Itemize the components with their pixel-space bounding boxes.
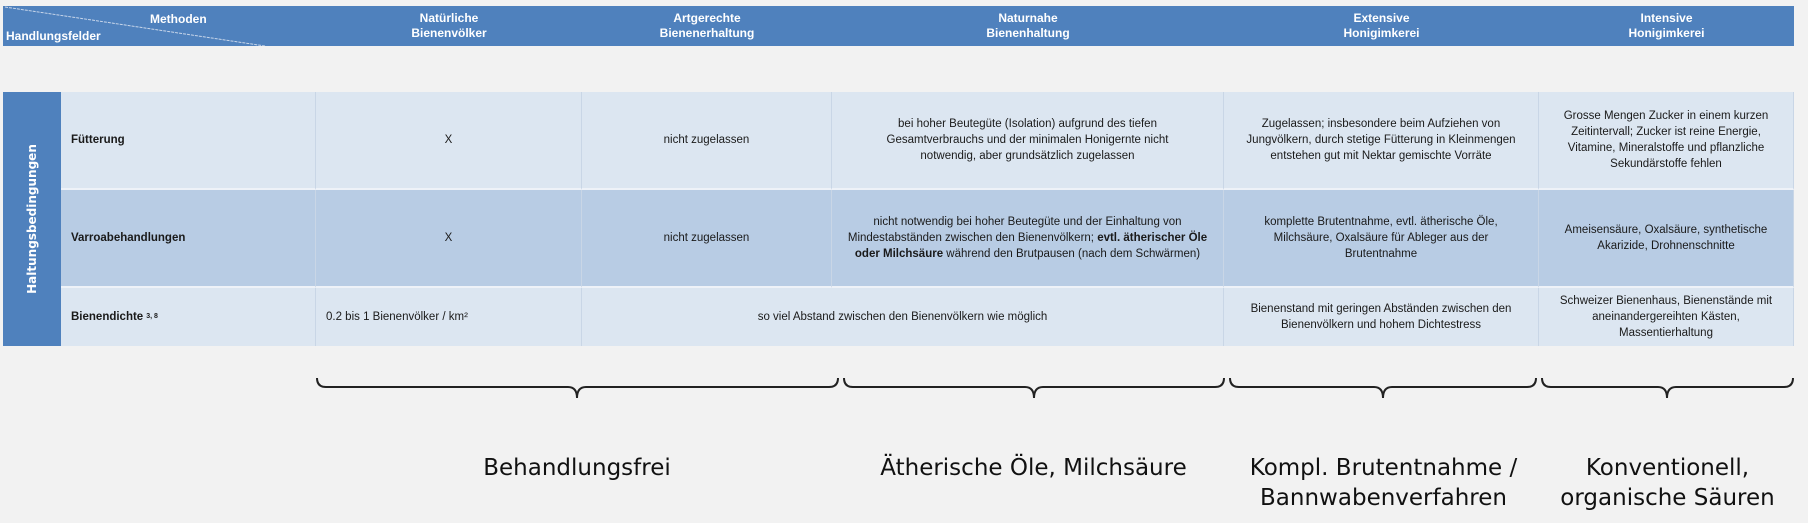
column-header-line: Honigimkerei	[1628, 26, 1705, 40]
group-label-behandlungsfrei: Behandlungsfrei	[483, 455, 671, 481]
methods-label: Methoden	[150, 12, 207, 26]
braces	[0, 370, 1808, 415]
fields-label: Handlungsfelder	[6, 29, 101, 43]
table-cell: Bienenstand mit geringen Abständen zwischen den Bienenvölkern und hohem Dichtestress	[1224, 288, 1539, 346]
table-cell: nicht zugelassen	[582, 92, 832, 190]
cell-text	[842, 214, 1213, 262]
table-cell: Ameisensäure, Oxalsäure, synthetische Akarizide, Drohnenschnitte	[1539, 190, 1794, 288]
column-header-extensive	[1224, 6, 1539, 46]
column-header-line: Bienenhaltung	[986, 26, 1070, 40]
column-header-artgerechte	[582, 6, 832, 46]
table-cell: Grosse Mengen Zucker in einem kurzen Zeitintervall; Zucker ist reine Energie, Vitamine, Mineralstoffe und pflanzliche Sekundärstoffe fehlen	[1539, 92, 1794, 190]
group-label-konventionell: Konventionell, organische Säuren	[1560, 455, 1775, 511]
footnote-ref: 3, 8	[146, 313, 158, 320]
brace-brutentnahme	[1230, 378, 1536, 398]
column-header-line: Natürliche	[419, 11, 479, 25]
table-cell: Schweizer Bienenhaus, Bienenstände mit aneinandergereihten Kästen, Massentierhaltung	[1539, 288, 1794, 346]
brace-konventionell	[1542, 378, 1793, 398]
side-label-haltungsbedingungen	[3, 92, 61, 346]
group-label-brutentnahme: Kompl. Brutentnahme / Bannwabenverfahren	[1249, 455, 1518, 511]
column-header-line: Bienenerhaltung	[659, 26, 755, 40]
table-cell	[832, 190, 1224, 288]
column-header-line: Artgerechte	[673, 11, 741, 25]
table-cell: komplette Brutentnahme, evtl. ätherische Öle, Milchsäure, Oxalsäure für Ableger aus der Brutentnahme	[1224, 190, 1539, 288]
brace-behandlungsfrei	[317, 378, 838, 398]
column-header-line: Bienenvölker	[411, 26, 487, 40]
text-run: während den Brutpausen (nach dem Schwärmen)	[943, 248, 1201, 260]
table-cell: nicht zugelassen	[582, 190, 832, 288]
bold-text-run: evtl. ätherischer Öle oder Milchsäure	[854, 232, 1208, 260]
column-header-line: Naturnahe	[998, 11, 1058, 25]
column-header-line: Honigimkerei	[1343, 26, 1420, 40]
column-header-natuerliche	[316, 6, 582, 46]
side-label-text: Haltungsbedingungen	[25, 144, 40, 294]
group-label-aetherische-oele: Ätherische Öle, Milchsäure	[880, 455, 1187, 481]
column-header-line: Extensive	[1353, 11, 1410, 25]
table-cell-merged: so viel Abstand zwischen den Bienenvölkern wie möglich	[582, 288, 1224, 346]
text-run: nicht notwendig bei hoher Beutegüte und der Einhaltung von Mindestabständen zwischen den Bienenvölkern;	[847, 216, 1182, 244]
row-label-bienendichte	[61, 288, 316, 346]
table-cell: X	[316, 92, 582, 190]
table-cell: 0.2 bis 1 Bienenvölker / km²	[316, 288, 582, 346]
column-header-intensive	[1539, 6, 1794, 46]
row-label-text: Bienendichte	[71, 311, 144, 323]
row-label-varroabehandlungen: Varroabehandlungen	[61, 190, 316, 288]
row-label-fuetterung: Fütterung	[61, 92, 316, 190]
column-header-line: Intensive	[1640, 11, 1693, 25]
table-cell: X	[316, 190, 582, 288]
brace-aetherische-oele	[844, 378, 1224, 398]
table-cell: bei hoher Beutegüte (Isolation) aufgrund des tiefen Gesamtverbrauchs und der minimalen Honigernte nicht notwendig, aber grundsätzlich zugelassen	[832, 92, 1224, 190]
column-header-naturnahe	[832, 6, 1224, 46]
table-cell: Zugelassen; insbesondere beim Aufziehen von Jungvölkern, durch stetige Fütterung in Kleinmengen entstehen gut mit Nektar gemischte Vorräte	[1224, 92, 1539, 190]
